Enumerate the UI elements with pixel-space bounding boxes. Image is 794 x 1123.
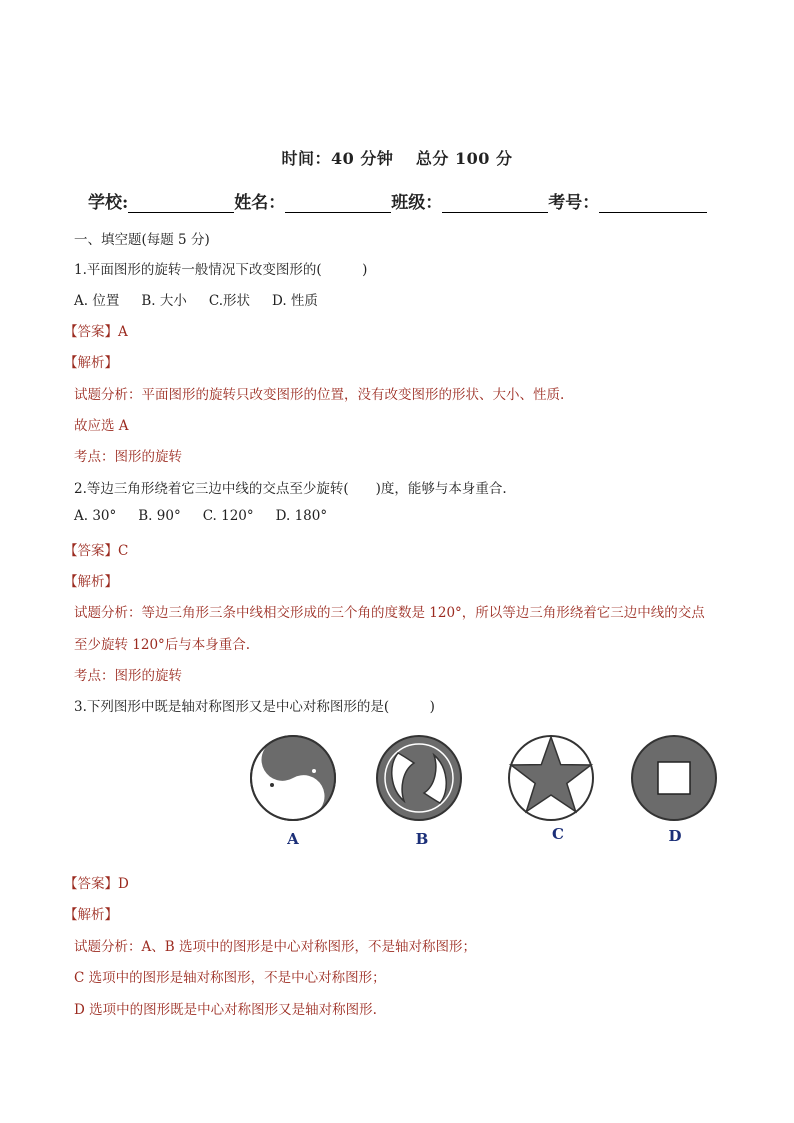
q3-figures [246,733,726,853]
q2-question: 2.等边三角形绕着它三边中线的交点至少旋转( )度，能够与本身重合. [74,481,507,497]
answer-tag: 【答案】 [64,324,118,340]
page-title: 时间：40 分钟 总分 100 分 [281,149,513,168]
q3-analysis-line2: C 选项中的图形是轴对称图形，不是中心对称图形； [74,970,386,986]
class-label: 班级： [391,193,443,213]
school-blank [128,194,234,213]
section-heading: 一、填空题(每题 5 分) [74,232,210,248]
yin-yang-figure [248,733,338,823]
q1-question: 1.平面图形的旋转一般情况下改变图形的( ) [74,262,368,278]
q3-analysis-line3: D 选项中的图形既是中心对称图形又是轴对称图形. [74,1002,377,1018]
exam-no-blank [599,194,707,213]
answer-value: D [118,876,129,892]
answer-tag: 【答案】 [64,876,118,892]
q2-options [74,508,349,524]
q2-option-d: D. 180° [275,508,328,524]
school-label: 学校: [88,193,129,213]
q3-answer [64,872,129,892]
exam-no-label: 考号： [548,193,600,213]
q2-analysis-tag: 【解析】 [64,574,118,590]
crescents-figure [374,733,464,823]
q2-kaodian: 考点：图形的旋转 [74,668,182,684]
q1-kaodian: 考点：图形的旋转 [74,449,182,465]
name-label: 姓名： [234,193,286,213]
figure-label-c: C [552,825,564,843]
q3-analysis-line1: 试题分析：A、B 选项中的图形是中心对称图形，不是轴对称图形； [74,939,476,955]
q2-option-b: B. 90° [138,508,181,524]
class-blank [442,194,548,213]
q2-option-a: A. 30° [74,508,117,524]
q3-question: 3.下列图形中既是轴对称图形又是中心对称图形的是( ) [74,699,435,715]
q1-option-b: B. 大小 [141,293,187,309]
figure-label-a: A [287,830,299,848]
q1-analysis-tag: 【解析】 [64,355,118,371]
q1-analysis: 试题分析：平面图形的旋转只改变图形的位置，没有改变图形的形状、大小、性质. [74,387,565,403]
q1-answer [64,320,128,340]
figure-label-d: D [668,827,682,845]
square-coin-figure [629,733,719,823]
q2-answer [64,539,128,559]
answer-value: A [118,324,128,340]
student-info-row [88,188,707,213]
q1-option-d: D. 性质 [272,293,318,309]
answer-tag: 【答案】 [64,543,118,559]
q3-analysis-tag: 【解析】 [64,907,118,923]
q1-conclusion: 故应选 A [74,418,129,434]
figure-label-b: B [415,830,429,848]
q1-option-a: A. 位置 [74,293,120,309]
star-figure [506,733,596,823]
q2-option-c: C. 120° [202,508,254,524]
q1-option-c: C.形状 [208,293,250,309]
q1-options [74,289,340,309]
name-blank [285,194,391,213]
q2-analysis-line1: 试题分析：等边三角形三条中线相交形成的三个角的度数是 120°，所以等边三角形绕着它三边中线的交点 [74,605,705,621]
answer-value: C [118,543,129,559]
q2-analysis-line2: 至少旋转 120°后与本身重合. [74,637,251,653]
